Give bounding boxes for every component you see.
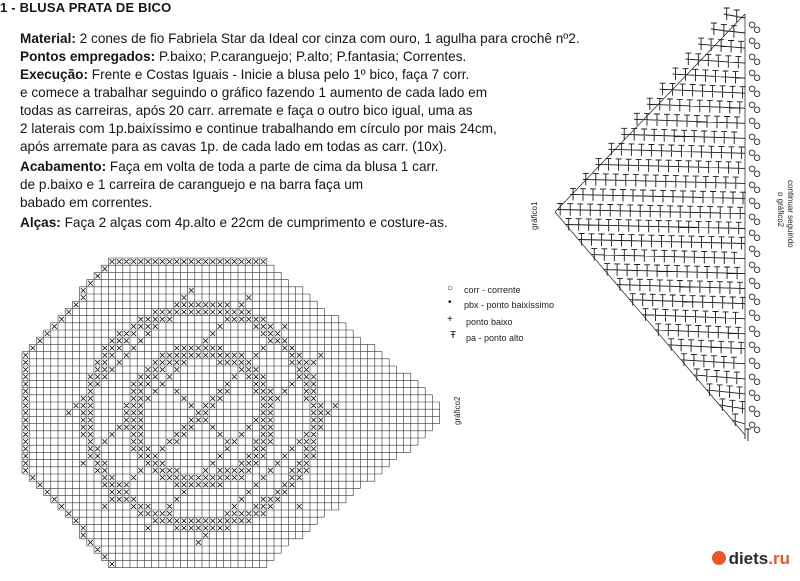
watermark-suffix: .ru bbox=[768, 549, 790, 568]
watermark-name: diets bbox=[728, 549, 769, 568]
instruction-label: Acabamento: bbox=[20, 159, 107, 174]
filet-grid bbox=[22, 258, 440, 568]
grafico2-label: gráfico2 bbox=[453, 396, 462, 425]
apple-logo-icon bbox=[712, 551, 726, 565]
instruction-text: 2 cones de fio Fabriela Star da Ideal cor cinza com ouro, 1 agulha para crochê nº2. bbox=[75, 31, 580, 46]
legend-label-alto: pa - ponto alto bbox=[466, 333, 524, 343]
legend-label-baixissimo: pbx - ponto baixíssimo bbox=[464, 300, 555, 310]
dot-icon: • bbox=[448, 297, 452, 308]
instruction-text: 2 laterais com 1p.baixíssimo e continue trabalhando em círculo por mais 24cm, bbox=[20, 121, 497, 136]
instruction-text: babado em correntes. bbox=[20, 195, 153, 210]
continue-label-1: continuar seguindo bbox=[786, 180, 795, 248]
continue-label-2: o gráfico2 bbox=[776, 192, 785, 228]
diets-watermark bbox=[712, 549, 790, 569]
grafico1-label: gráfico1 bbox=[530, 201, 539, 230]
legend-label-corrente: corr - corrente bbox=[464, 285, 521, 295]
stitch-chart-lines bbox=[557, 8, 751, 441]
tall-stitch-icon: Ŧ bbox=[450, 330, 457, 341]
chain-circles bbox=[749, 22, 760, 433]
instruction-text: Faça 2 alças com 4p.alto e 22cm de cumprimento e costure-as. bbox=[60, 215, 448, 230]
instruction-text: P.baixo; P.caranguejo; P.alto; P.fantasia; Correntes. bbox=[155, 49, 467, 64]
legend-label-baixo: ponto baixo bbox=[466, 317, 513, 327]
instruction-label: Pontos empregados: bbox=[20, 49, 156, 64]
instruction-label: Execução: bbox=[20, 67, 89, 82]
instruction-text: de p.baixo e 1 carreira de caranguejo e na barra faça um bbox=[20, 177, 364, 192]
plus-icon: + bbox=[447, 314, 453, 325]
instruction-label: Alças: bbox=[20, 215, 61, 230]
instruction-text: todas as carreiras, após 20 carr. arremate e faça o outro bico igual, uma as bbox=[20, 103, 473, 118]
instruction-text: e comece a trabalhar seguindo o gráfico fazendo 1 aumento de cada lado em bbox=[20, 85, 488, 100]
instruction-text: após arremate para as cavas 1p. de cada lado em todas as carr. (10x). bbox=[20, 139, 447, 154]
instruction-label: Material: bbox=[20, 31, 76, 46]
circle-icon: ○ bbox=[447, 283, 454, 294]
page-title: 1 - BLUSA PRATA DE BICO bbox=[0, 0, 172, 15]
instruction-text: Frente e Costas Iguais - Inicie a blusa pelo 1º bico, faça 7 corr. bbox=[88, 67, 470, 82]
instruction-text: Faça em volta de toda a parte de cima da blusa 1 carr. bbox=[106, 159, 439, 174]
